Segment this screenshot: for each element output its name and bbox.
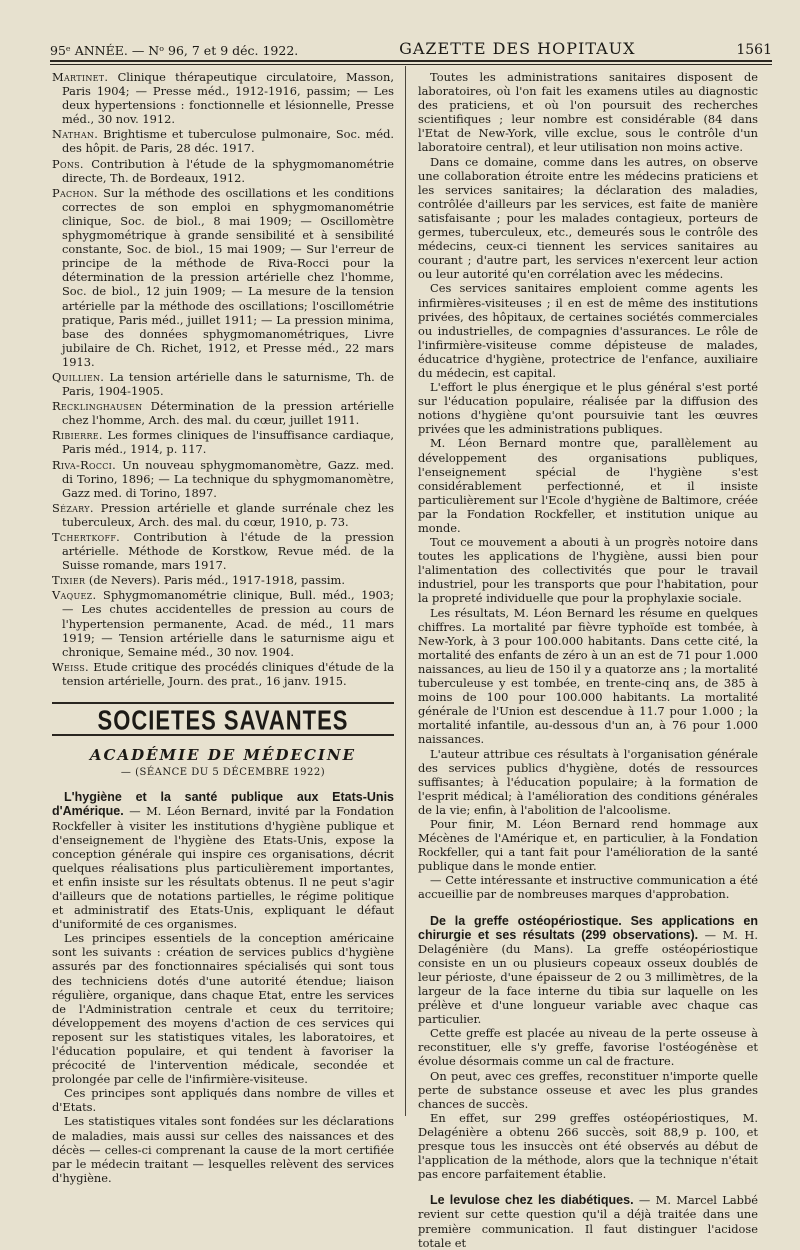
reference-entry — [52, 127, 394, 155]
reference-text: Contribution à l'étude de la pression artérielle. Méthode de Korstkow, Revue méd. de la Suisse romande, mars 1917. — [62, 530, 395, 573]
section-title: SOCIETES SAVANTES — [97, 704, 349, 737]
article-hygiene-continued — [418, 70, 758, 902]
article-hygiene-lead-text: — M. Léon Bernard, invité par la Fondation Rockfeller à visiter les institutions d'hygiène publique et d'enseignement de l'hygiène des Etats-Unis, expose la conception générale qui inspire ces organisations, décrit quelques réalisations plus particulièrement importantes, et enfin insiste sur les résultats obtenus. Il ne peut s'agir d'ailleurs que de notations partielles, le régime politique et administratif des Etats-Unis, expliquant le défaut d'uniformité de ces organismes. — [52, 804, 394, 932]
article-greffe-body — [418, 1026, 758, 1181]
paragraph: Ces principes sont appliqués dans nombre de villes et d'Etats. — [52, 1086, 394, 1115]
reference-entry — [52, 157, 394, 185]
paragraph: L'auteur attribue ces résultats à l'organisation générale des services publics d'hygiène, dotés de ressources suffisantes; à l'éducation populaire; à la formation de l'esprit médical; à l'amélioration des conditions générales de la vie; enfin, à l'abolition de l'alcoolisme. — [418, 746, 758, 817]
reference-entry — [52, 186, 394, 369]
right-column — [418, 70, 758, 1250]
reference-text: Clinique thérapeutique circulatoire, Masson, Paris 1904; — Presse méd., 1912-1916, passim; — Les deux hypertensions : fonctionnelle et lésionnelle, Presse méd., 30 nov. 1912. — [62, 70, 394, 127]
reference-text: Sur la méthode des oscillations et les conditions correctes de son emploi en sphygmomanométrie clinique, Soc. de biol., 8 mai 1909; — Oscillomètre sphygmométrique à grande sensibilité et à sensibilité constante, Soc. de biol., 15 mai 1909; — Sur l'erreur de principe de la méthode de Riva-Rocci pour la détermination de la pression artérielle chez l'homme, Soc. de biol., 12 juin 1909; — La mesure de la tension artérielle par la méthode des oscillations; l'oscillométrie pratique, Paris méd., juillet 1911; — La pression minima, base des données sphygmomanométriques, Livre jubilaire de Ch. Richet, 1912, et Presse méd., 22 mars 1913. — [62, 185, 395, 369]
article-greffe-lead — [418, 914, 758, 1027]
paragraph: En effet, sur 299 greffes ostéopériostiques, M. Delagénière a obtenu 266 succès, soit 88,9 p. 100, et presque tous les insuccès ont été observés au début de l'application de la méthode, alors que la technique n'était pas encore parfaitement établie. — [418, 1110, 758, 1182]
reference-author: Tixier — [52, 573, 86, 588]
paragraph: M. Léon Bernard montre que, parallèlement au développement des organisations publiques, l'enseignement spécial de l'hygiène s'est considérablement perfectionné, et il insiste particulièrement sur l'Ecole d'hygiène de Baltimore, créée par la Fondation Rockfeller, et institution unique au monde. — [418, 436, 758, 535]
reference-entry — [52, 70, 394, 126]
article-greffe-lead-text: — M. H. Delagénière (du Mans). La greffe ostéopériostique consiste en un ou plusieurs copeaux osseux doublés de leur périoste, d'une épaisseur de 2 ou 3 millimètres, de la largeur de la face interne du tibia sur laquelle on les prélève et d'une longueur variable avec chaque cas particulier. — [418, 927, 758, 1027]
paragraph: L'effort le plus énergique et le plus général s'est porté sur l'éducation populaire, réalisée par la diffusion des notions d'hygiène qu'ont poursuivie tant les œuvres privées que les administrations publiques. — [418, 380, 758, 437]
reference-author: Ribierre. — [52, 428, 103, 443]
page-number: 1561 — [736, 42, 772, 58]
reference-author: Riva-Rocci. — [52, 457, 117, 472]
paragraph: Ces services sanitaires emploient comme agents les infirmières-visiteuses ; il en est de même des institutions privées, des hôpitaux, de certaines sociétés commerciales ou industrielles, de compagnies d'assurances. Le rôle de l'infirmière-visiteuse comme dépisteuse de malades, éducatrice d'hygiène, protectrice de l'enfance, auxiliaire du médecin, est capital. — [418, 281, 758, 380]
reference-entry — [52, 588, 394, 658]
reference-author: Nathan. — [52, 127, 99, 142]
article-levulose-headline: Le levulose chez les diabétiques. — [430, 1193, 634, 1208]
paragraph: Pour finir, M. Léon Bernard rend hommage aux Mécènes de l'Amérique et, en particulier, à la Fondation Rockfeller, qui a tant fait pour l'amélioration de la santé publique dans le monde entier. — [418, 816, 758, 874]
reference-author: Recklinghausen — [52, 399, 143, 414]
left-column — [52, 70, 394, 1185]
paragraph: Tout ce mouvement a abouti à un progrès notoire dans toutes les applications de l'hygiène, aussi bien pour l'alimentation des collectivités que pour le travail industriel, pour les transports que pour l'habitation, pour la propreté individuelle que pour la prophylaxie sociale. — [418, 535, 758, 606]
reference-author: Martinet. — [52, 70, 109, 84]
reference-entry — [52, 428, 394, 456]
reference-text: Détermination de la pression artérielle chez l'homme, Arch. des mal. du cœur, juillet 1911. — [62, 399, 394, 428]
reference-text: (de Nevers). Paris méd., 1917-1918, passim. — [88, 573, 345, 588]
header-rule — [50, 60, 772, 65]
reference-text: Etude critique des procédés cliniques d'étude de la tension artérielle, Journ. des prat., 16 janv. 1915. — [62, 659, 394, 688]
reference-author: Sézary. — [52, 500, 94, 515]
paragraph: — Cette intéressante et instructive communication a été accueillie par de nombreuses marques d'approbation. — [418, 873, 758, 902]
column-divider — [405, 66, 406, 1116]
reference-entry — [52, 573, 394, 587]
journal-title: GAZETTE DES HOPITAUX — [399, 39, 636, 58]
article-hygiene-body — [52, 931, 394, 1185]
academy-title: ACADÉMIE DE MÉDECINE — [89, 746, 357, 765]
article-levulose-lead — [418, 1193, 758, 1249]
reference-text: Sphygmomanométrie clinique, Bull. méd., 1903; — Les chutes accidentelles de pression au cours de l'hypertension permanente, Acad. de méd., 11 mars 1919; — Tension artérielle dans le saturnisme aigu et chronique, Semaine méd., 30 nov. 1904. — [62, 588, 394, 659]
paragraph: Les statistiques vitales sont fondées sur les déclarations de maladies, mais aussi sur celles des naissances et des décès — celles-ci comprenant la cause de la mort certifiée par le médecin traitant — lesquelles relèvent des services d'hygiène. — [52, 1114, 394, 1185]
reference-text: Les formes cliniques de l'insuffisance cardiaque, Paris méd., 1914, p. 117. — [62, 428, 394, 457]
reference-text: La tension artérielle dans le saturnisme, Th. de Paris, 1904-1905. — [62, 369, 394, 399]
paragraph: Les résultats, M. Léon Bernard les résume en quelques chiffres. La mortalité par fièvre typhoïde est tombée, à New-York, à 3 pour 100.000 habitants. Dans cette cité, la mortalité des enfants de zéro à un an est de 71 pour 1.000 naissances, au lieu de 150 il y a quatorze ans ; la mortalité tuberculeuse y est tombée, en trente-cinq ans, de 385 à moins de 100 pour 100.000 habitants. La mortalité générale de l'Union est descendue à 11.7 pour 1.000 ; la mortalité infantile, au-dessous d'un an, à 76 pour 1.000 naissances. — [418, 605, 758, 747]
reference-author: Weiss. — [52, 659, 89, 674]
reference-entry — [52, 458, 394, 500]
reference-entry — [52, 399, 394, 427]
session-date: — (SÉANCE DU 5 DÉCEMBRE 1922) — [120, 767, 326, 779]
running-head — [50, 18, 772, 58]
article-greffe-headline: De la greffe ostéopériostique. Ses applications en chirurgie et ses résultats (299 observations). — [418, 913, 758, 942]
reference-entry — [52, 501, 394, 529]
paragraph: Cette greffe est placée au niveau de la perte osseuse à reconstituer, elle s'y greffe, favorise l'ostéogénèse et évolue désormais comme un cal de fracture. — [418, 1026, 758, 1069]
bibliography — [52, 70, 394, 688]
reference-author: Pons. — [52, 156, 84, 171]
reference-author: Tchertkoff. — [52, 530, 121, 544]
paragraph: On peut, avec ces greffes, reconstituer n'importe quelle perte de substance osseuse et avec les plus grandes chances de succès. — [418, 1068, 758, 1111]
reference-entry — [52, 660, 394, 688]
issue-line: 95ᵉ ANNÉE. — Nᵒ 96, 7 et 9 déc. 1922. — [50, 43, 299, 58]
reference-entry — [52, 370, 394, 398]
reference-entry — [52, 530, 394, 572]
reference-author: Vaquez. — [52, 588, 97, 603]
reference-text: Contribution à l'étude de la sphygmomanométrie directe, Th. de Bordeaux, 1912. — [62, 156, 394, 185]
reference-text: Pression artérielle et glande surrénale chez les tuberculeux, Arch. des mal. du cœur, 1910, p. 73. — [62, 500, 395, 529]
paragraph: Dans ce domaine, comme dans les autres, on observe une collaboration étroite entre les médecins praticiens et les services sanitaires; la déclaration des maladies, contrôlée d'ailleurs par les services, est faite de manière satisfaisante ; pour les malades contagieux, porteurs de germes, tuberculeux, etc., demeurés sous le contrôle des médecins, ceux-ci tiennent les services sanitaires au courant ; d'autre part, les services n'exercent leur action ou leur autorité qu'en corrélation avec les médecins. — [418, 154, 758, 282]
reference-text: Un nouveau sphygmomanomètre, Gazz. med. di Torino, 1896; — La technique du sphygmomanomètre, Gazz med. di Torino, 1897. — [62, 457, 394, 500]
reference-author: Pachon. — [52, 185, 98, 200]
article-levulose-lead-text: — M. Marcel Labbé revient sur cette question qu'il a déjà traitée dans une première communication. Il faut distinguer l'acidose totale et — [418, 1193, 758, 1250]
article-hygiene-lead — [52, 790, 394, 931]
article-hygiene-headline: L'hygiène et la santé publique aux Etats-Unis d'Amérique. — [52, 790, 394, 819]
paragraph: Toutes les administrations sanitaires disposent de laboratoires, où l'on fait les examens utiles au diagnostic des praticiens, et où l'on poursuit des recherches scientifiques ; leur nombre est considérable (84 dans l'Etat de New-York, ville exclue, sous le contrôle d'un laboratoire central), et leur utilisation non moins active. — [418, 70, 758, 155]
section-header — [52, 702, 394, 736]
reference-author: Quillien. — [52, 369, 105, 384]
reference-text: Brightisme et tuberculose pulmonaire, Soc. méd. des hôpit. de Paris, 28 déc. 1917. — [62, 127, 394, 156]
paragraph: Les principes essentiels de la conception américaine sont les suivants : création de services publics d'hygiène assurés par des fonctionnaires spécialisés qui sont tous des techniciens dotés d'une autorité étendue; liaison régulière, organique, dans chaque Etat, entre les services de l'Administration centrale et ceux du territoire; développement des moyens d'action de ces services qui reposent sur les statistiques vitales, les laboratoires, et l'éducation populaire, et qui tendent à favoriser la précocité de l'intervention médicale, secondée et prolongée par celle de l'infirmière-visiteuse. — [52, 931, 394, 1087]
